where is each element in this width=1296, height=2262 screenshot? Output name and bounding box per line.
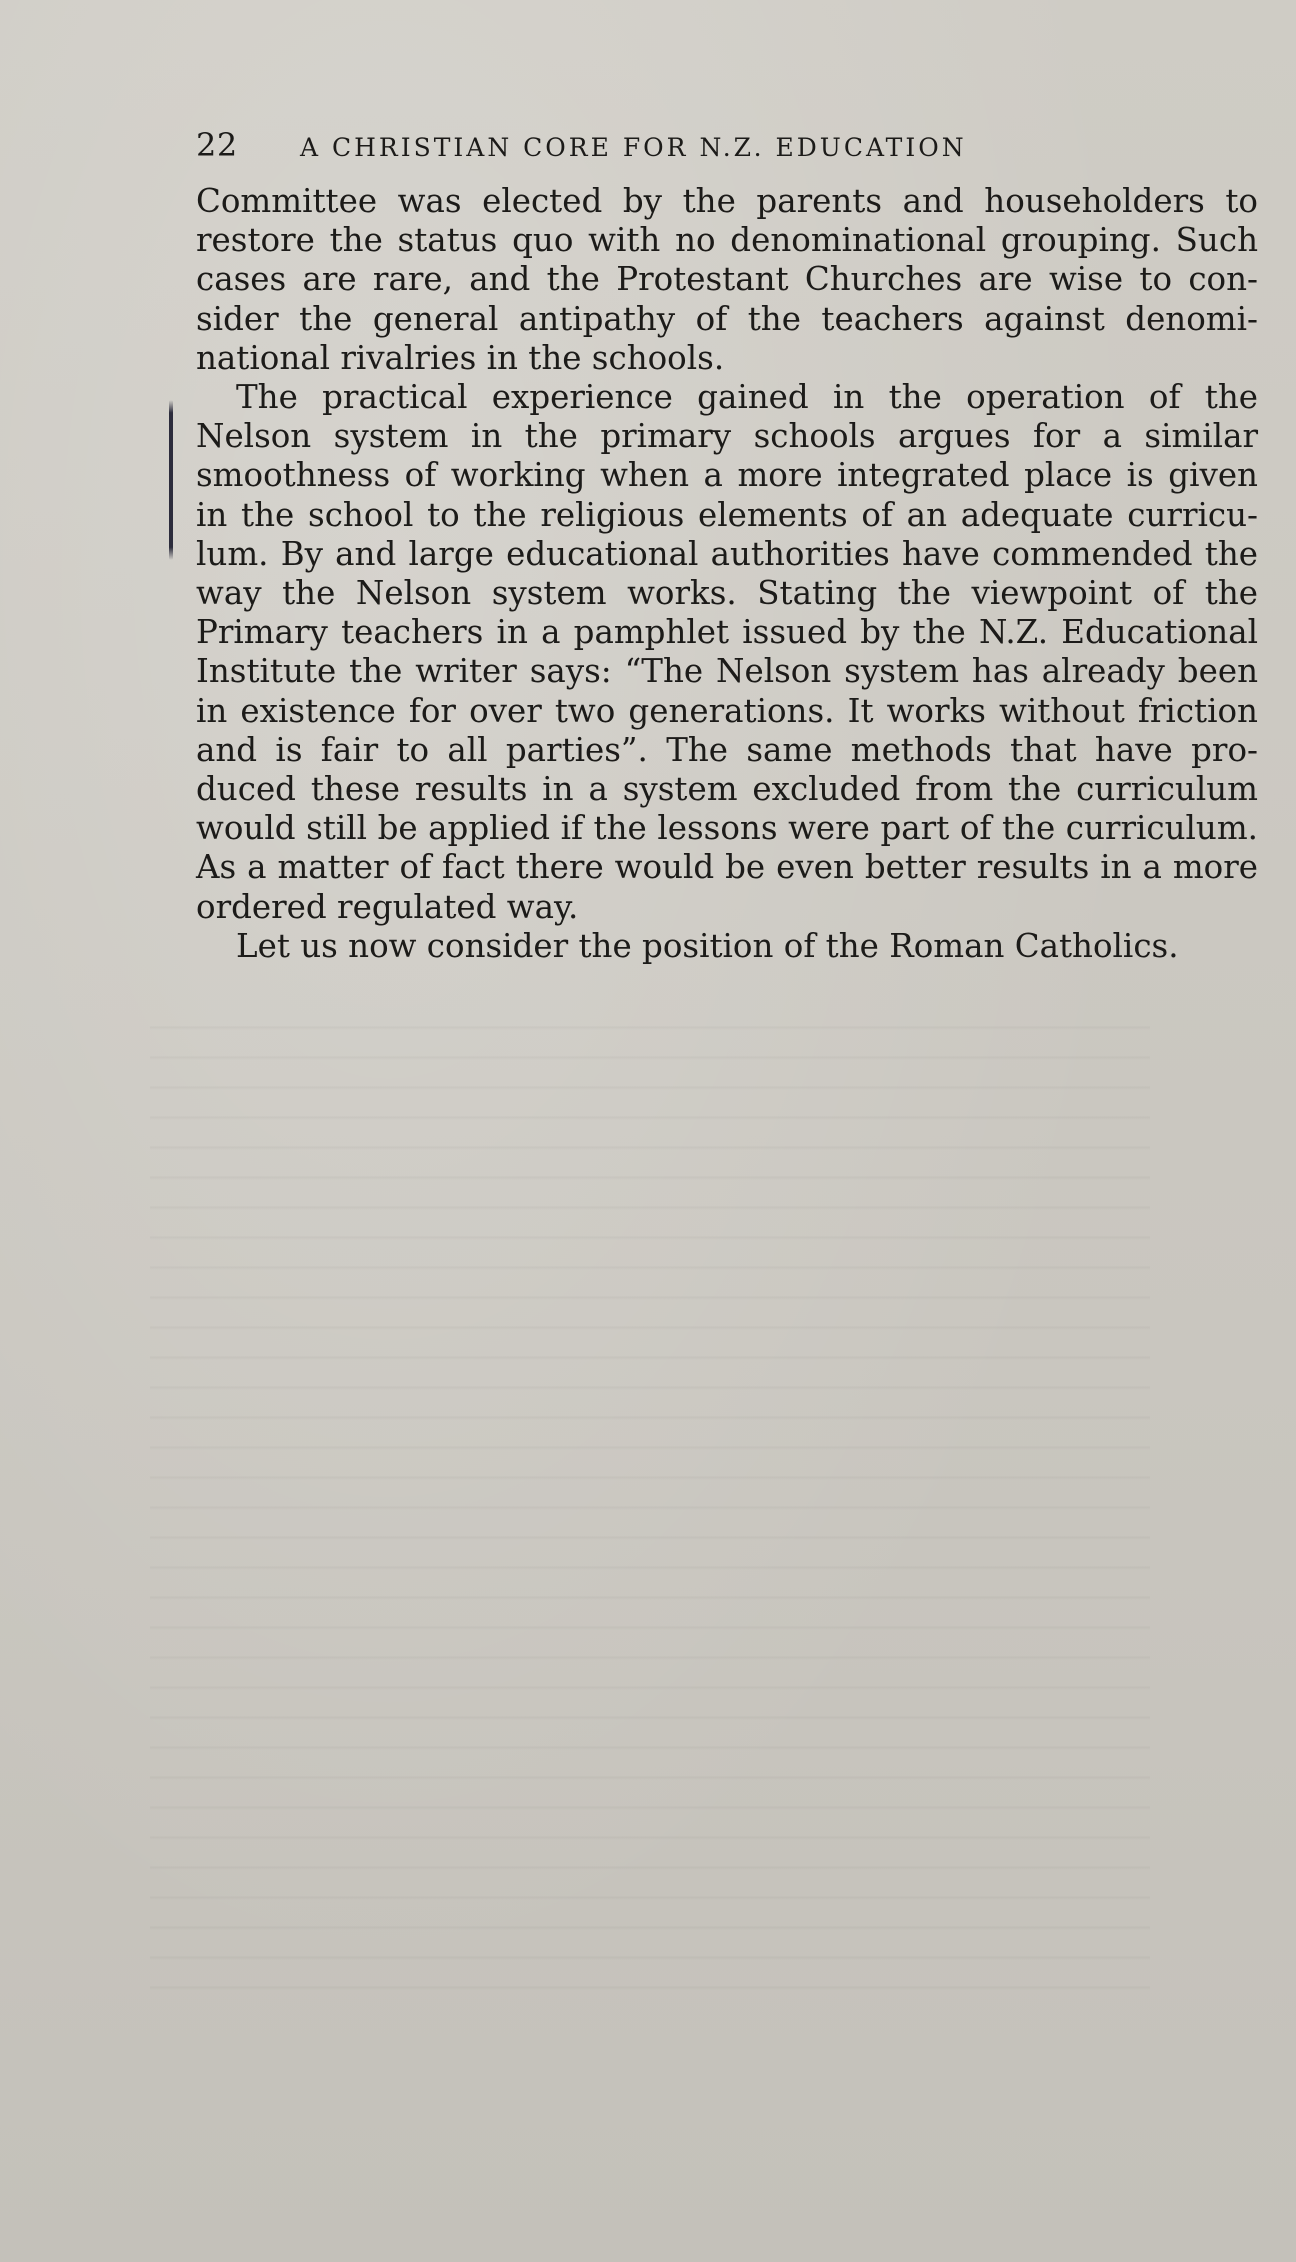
page-number: 22	[196, 126, 238, 164]
running-head	[196, 126, 1256, 172]
paragraph-nelson-system: The practical experience gained in the operation of the Nelson system in the primary schools argues for a similar smoothness of working when a more integrated place is given in the school to the religious elements of an adequate curriculum. By and large educational authorities have commended the way the Nelson system works. Stating the viewpoint of the Primary teachers in a pamphlet issued by the N.Z. Educational Institute the writer says: “The Nelson system has already been in existence for over two generations. It works without friction and is fair to all parties”. The same methods that have produced these results in a system excluded from the curriculum would still be applied if the lessons were part of the curriculum. As a matter of fact there would be even better results in a more ordered regulated way.	[196, 378, 1258, 926]
body-text	[196, 182, 1258, 966]
running-title: A CHRISTIAN CORE FOR N.Z. EDUCATION	[300, 133, 967, 162]
bleed-through-texture	[150, 1000, 1150, 2000]
paragraph-roman-catholics: Let us now consider the position of the Roman Catholics.	[236, 926, 1179, 965]
margin-pen-mark	[169, 400, 173, 560]
paragraph-continuation: Committee was elected by the parents and householders to restore the status quo with no denominational grouping. Such cases are rare, and the Protestant Churches are wise to consider the general antipathy of the teachers against denominational rivalries in the schools.	[196, 182, 1258, 377]
